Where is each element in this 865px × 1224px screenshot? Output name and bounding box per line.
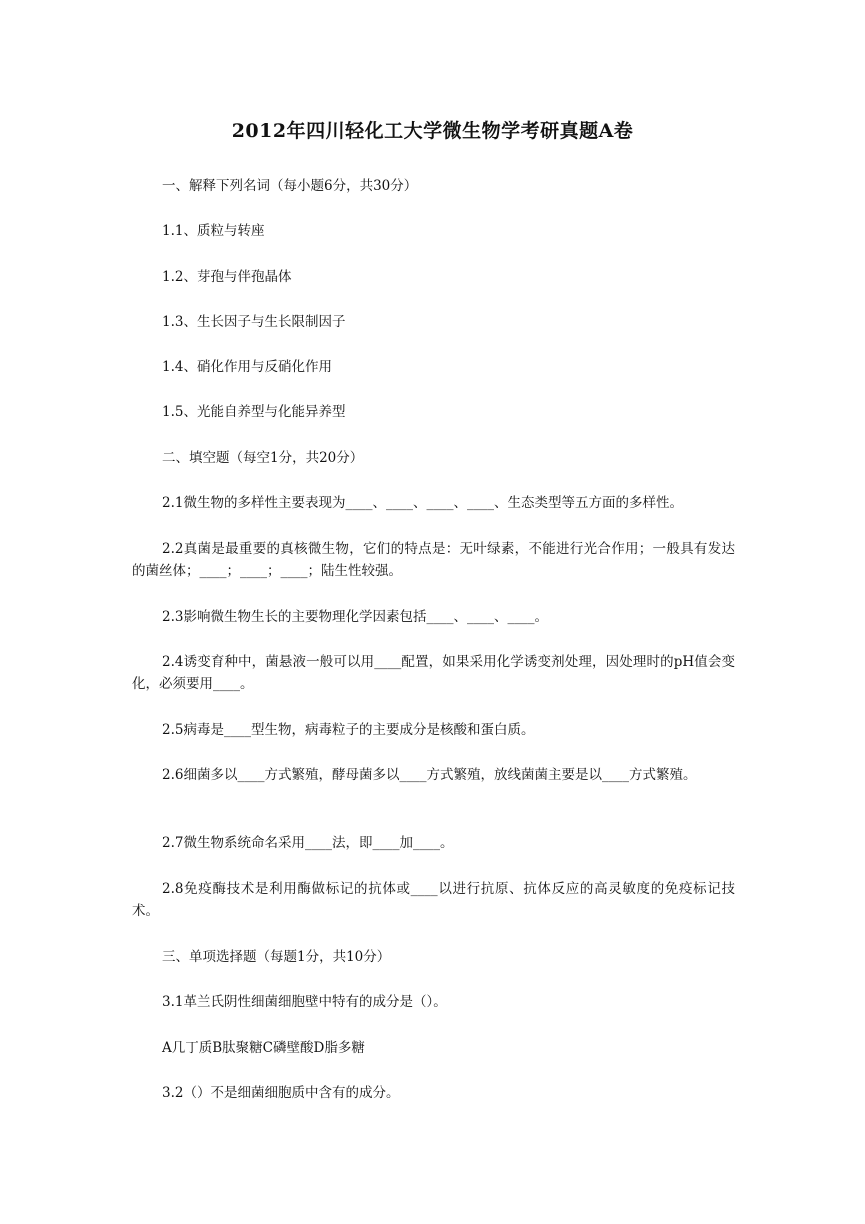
section1-item-4: 1.4、硝化作用与反硝化作用 (162, 359, 332, 375)
section2-item-1: 2.1微生物的多样性主要表现为____、____、____、____、生态类型等五方面的多样性。 (162, 495, 683, 511)
document-title: 2012年四川轻化工大学微生物学考研真题A卷 (231, 120, 634, 142)
section3-heading: 三、单项选择题（每题1分，共10分） (162, 949, 391, 965)
section1-item-2: 1.2、芽孢与伴孢晶体 (162, 269, 292, 285)
section1-heading: 一、解释下列名词（每小题6分，共30分） (162, 178, 418, 194)
section1-item-3: 1.3、生长因子与生长限制因子 (162, 314, 346, 330)
section2-item-6: 2.6细菌多以____方式繁殖，酵母菌多以____方式繁殖，放线菌菌主要是以____方式繁殖。 (162, 767, 697, 783)
section2-heading: 二、填空题（每空1分，共20分） (162, 450, 364, 466)
section1-item-5: 1.5、光能自养型与化能异养型 (162, 404, 346, 420)
section2-item-2: 2.2真菌是最重要的真核微生物，它们的特点是：无叶绿素，不能进行光合作用；一般具有发达的菌丝体；____；____；____；陆生性较强。 (132, 541, 735, 579)
section1-item-1: 1.1、质粒与转座 (162, 223, 265, 239)
section2-item-4: 2.4诱变育种中，菌悬液一般可以用____配置，如果采用化学诱变剂处理，因处理时的pH值会变化，必须要用____。 (132, 654, 735, 692)
section2-item-8: 2.8免疫酶技术是利用酶做标记的抗体或____以进行抗原、抗体反应的高灵敏度的免疫标记技术。 (132, 881, 735, 919)
section2-item-5: 2.5病毒是____型生物，病毒粒子的主要成分是核酸和蛋白质。 (162, 722, 535, 738)
section3-item-2: 3.2（）不是细菌细胞质中含有的成分。 (162, 1085, 400, 1101)
section2-item-3: 2.3影响微生物生长的主要物理化学因素包括____、____、____。 (162, 609, 548, 625)
section3-item-1-options: A几丁质B肽聚糖C磷壁酸D脂多糖 (162, 1040, 365, 1056)
section3-item-1: 3.1革兰氏阴性细菌细胞壁中特有的成分是（）。 (162, 994, 447, 1010)
section2-item-7: 2.7微生物系统命名采用____法，即____加____。 (162, 835, 454, 851)
